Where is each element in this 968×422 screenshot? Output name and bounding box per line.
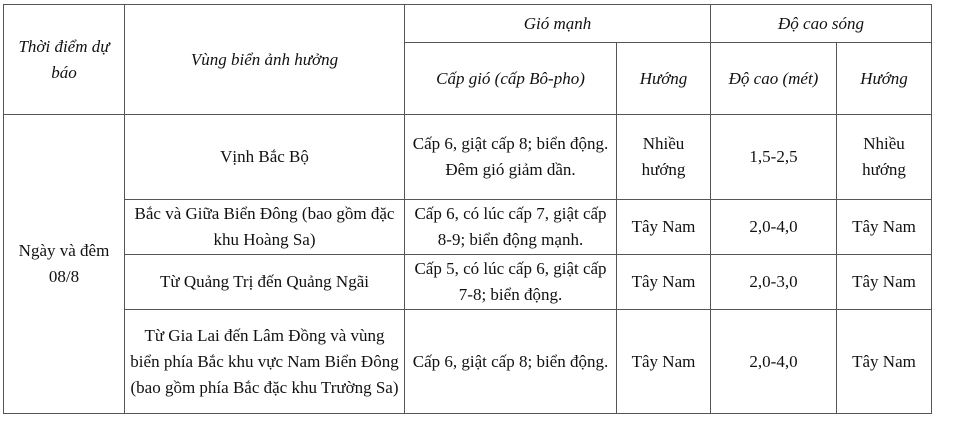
wave-height-cell: 2,0-4,0 [711,310,837,414]
header-area: Vùng biển ảnh hưởng [125,5,405,115]
header-row-1 [4,5,932,43]
wave-height-cell: 2,0-4,0 [711,200,837,255]
wind-level-cell: Cấp 5, có lúc cấp 6, giật cấp 7-8; biển động. [405,255,617,310]
wave-height-cell: 1,5-2,5 [711,115,837,200]
wind-direction-cell: Tây Nam [617,255,711,310]
wave-direction-cell: Tây Nam [837,200,932,255]
area-cell: Từ Gia Lai đến Lâm Đồng và vùng biển phía Bắc khu vực Nam Biển Đông (bao gồm phía Bắc đặc khu Trường Sa) [125,310,405,414]
header-wave-group: Độ cao sóng [711,5,932,43]
area-cell: Vịnh Bắc Bộ [125,115,405,200]
wind-direction-cell: Tây Nam [617,200,711,255]
header-wind-group: Gió mạnh [405,5,711,43]
table-row [4,200,932,255]
wave-height-cell: 2,0-3,0 [711,255,837,310]
area-cell: Từ Quảng Trị đến Quảng Ngãi [125,255,405,310]
time-cell: Ngày và đêm 08/8 [4,115,125,414]
wind-level-cell: Cấp 6, giật cấp 8; biển động. Đêm gió giảm dần. [405,115,617,200]
header-wave-height: Độ cao (mét) [711,43,837,115]
header-wind-direction: Hướng [617,43,711,115]
forecast-table [3,4,932,414]
area-cell: Bắc và Giữa Biển Đông (bao gồm đặc khu Hoàng Sa) [125,200,405,255]
table-row [4,255,932,310]
wind-direction-cell: Nhiều hướng [617,115,711,200]
wind-level-cell: Cấp 6, giật cấp 8; biển động. [405,310,617,414]
header-wave-direction: Hướng [837,43,932,115]
wave-direction-cell: Nhiều hướng [837,115,932,200]
wave-direction-cell: Tây Nam [837,310,932,414]
wind-direction-cell: Tây Nam [617,310,711,414]
header-wind-level: Cấp gió (cấp Bô-pho) [405,43,617,115]
table-row [4,310,932,414]
table-row [4,115,932,200]
wave-direction-cell: Tây Nam [837,255,932,310]
header-time: Thời điểm dự báo [4,5,125,115]
wind-level-cell: Cấp 6, có lúc cấp 7, giật cấp 8-9; biển động mạnh. [405,200,617,255]
